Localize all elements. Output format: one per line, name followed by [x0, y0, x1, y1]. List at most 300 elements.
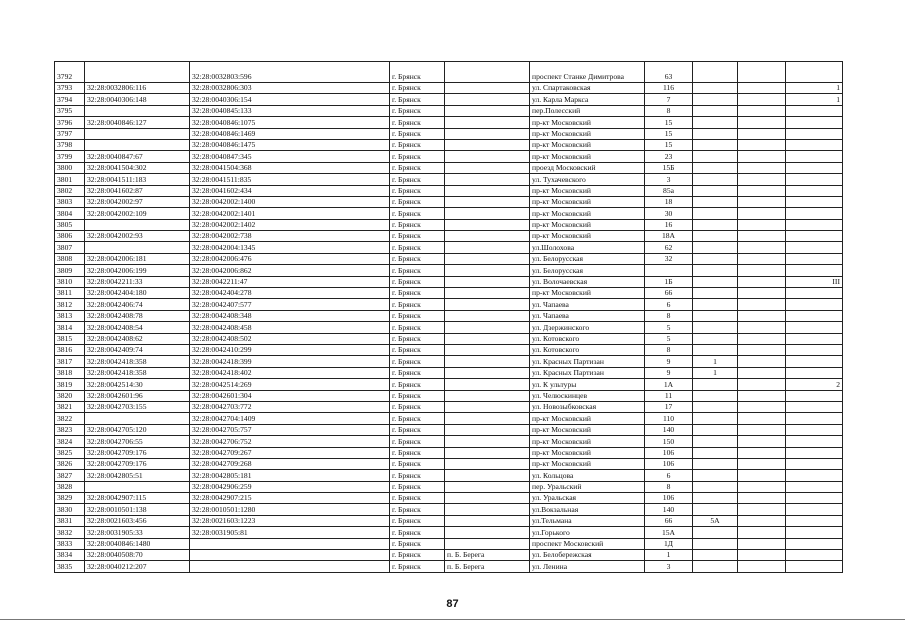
table-row [55, 390, 843, 401]
city-cell: г. Брянск [390, 527, 445, 538]
building-cadastral-number-cell: 32:28:0042706:752 [190, 436, 390, 447]
table-row [55, 344, 843, 355]
count-cell [786, 185, 843, 196]
locality-cell [445, 390, 530, 401]
table-row [55, 310, 843, 321]
extra-cell [738, 128, 786, 139]
house-number-cell: 1А [645, 379, 693, 390]
building-number-cell [693, 436, 738, 447]
table-row [55, 242, 843, 253]
table-row [55, 62, 843, 83]
table-row [55, 276, 843, 287]
street-cell: пр-кт Московский [530, 458, 645, 469]
building-cadastral-number-cell: 32:28:0042006:476 [190, 253, 390, 264]
city-cell: г. Брянск [390, 561, 445, 572]
building-number-cell [693, 299, 738, 310]
row-number-cell: 3793 [55, 83, 85, 94]
row-number-cell: 3806 [55, 231, 85, 242]
extra-cell [738, 196, 786, 207]
building-number-cell: 1 [693, 367, 738, 378]
row-number-cell: 3792 [55, 62, 85, 83]
registry-table [54, 61, 843, 573]
row-number-cell: 3819 [55, 379, 85, 390]
building-number-cell [693, 481, 738, 492]
house-number-cell: 15 [645, 139, 693, 150]
row-number-cell: 3794 [55, 94, 85, 105]
row-number-cell: 3810 [55, 276, 85, 287]
table-row [55, 515, 843, 526]
building-cadastral-number-cell [190, 538, 390, 549]
building-number-cell [693, 493, 738, 504]
parcel-cadastral-number-cell: 32:28:0041504:302 [85, 162, 190, 173]
building-number-cell [693, 62, 738, 83]
row-number-cell: 3823 [55, 424, 85, 435]
city-cell: г. Брянск [390, 379, 445, 390]
count-cell [786, 231, 843, 242]
table-row [55, 527, 843, 538]
table-row [55, 299, 843, 310]
building-cadastral-number-cell: 32:28:0042407:577 [190, 299, 390, 310]
building-cadastral-number-cell [190, 550, 390, 561]
building-cadastral-number-cell: 32:28:0032803:596 [190, 62, 390, 83]
building-number-cell: 5А [693, 515, 738, 526]
extra-cell [738, 367, 786, 378]
building-number-cell [693, 288, 738, 299]
parcel-cadastral-number-cell: 32:28:0042002:97 [85, 196, 190, 207]
building-number-cell [693, 128, 738, 139]
building-number-cell [693, 344, 738, 355]
house-number-cell: 1Б [645, 276, 693, 287]
house-number-cell: 140 [645, 424, 693, 435]
extra-cell [738, 527, 786, 538]
registry-rows [55, 62, 843, 573]
building-cadastral-number-cell: 32:28:0042906:259 [190, 481, 390, 492]
parcel-cadastral-number-cell: 32:28:0042409:74 [85, 344, 190, 355]
count-cell: 1 [786, 83, 843, 94]
parcel-cadastral-number-cell: 32:28:0042805:51 [85, 470, 190, 481]
building-cadastral-number-cell: 32:28:0042004:1345 [190, 242, 390, 253]
row-number-cell: 3799 [55, 151, 85, 162]
row-number-cell: 3812 [55, 299, 85, 310]
city-cell: г. Брянск [390, 344, 445, 355]
building-cadastral-number-cell: 32:28:0041602:434 [190, 185, 390, 196]
parcel-cadastral-number-cell: 32:28:0041602:87 [85, 185, 190, 196]
locality-cell [445, 458, 530, 469]
city-cell: г. Брянск [390, 413, 445, 424]
row-number-cell: 3800 [55, 162, 85, 173]
extra-cell [738, 174, 786, 185]
building-number-cell [693, 196, 738, 207]
building-cadastral-number-cell: 32:28:0042211:47 [190, 276, 390, 287]
table-row [55, 436, 843, 447]
table-row [55, 379, 843, 390]
parcel-cadastral-number-cell: 32:28:0040847:67 [85, 151, 190, 162]
house-number-cell: 8 [645, 310, 693, 321]
street-cell: пр-кт Московский [530, 196, 645, 207]
parcel-cadastral-number-cell: 32:28:0042709:176 [85, 458, 190, 469]
row-number-cell: 3816 [55, 344, 85, 355]
table-row [55, 550, 843, 561]
table-row [55, 139, 843, 150]
row-number-cell: 3811 [55, 288, 85, 299]
building-number-cell [693, 151, 738, 162]
locality-cell [445, 117, 530, 128]
row-number-cell: 3798 [55, 139, 85, 150]
extra-cell [738, 219, 786, 230]
street-cell: ул.Тельмана [530, 515, 645, 526]
street-cell: пр-кт Московский [530, 128, 645, 139]
house-number-cell: 6 [645, 470, 693, 481]
extra-cell [738, 333, 786, 344]
table-row [55, 117, 843, 128]
locality-cell [445, 538, 530, 549]
row-number-cell: 3835 [55, 561, 85, 572]
city-cell: г. Брянск [390, 367, 445, 378]
table-row [55, 265, 843, 276]
table-row [55, 367, 843, 378]
row-number-cell: 3803 [55, 196, 85, 207]
extra-cell [738, 390, 786, 401]
extra-cell [738, 379, 786, 390]
locality-cell [445, 356, 530, 367]
parcel-cadastral-number-cell: 32:28:0040306:148 [85, 94, 190, 105]
city-cell: г. Брянск [390, 253, 445, 264]
city-cell: г. Брянск [390, 174, 445, 185]
extra-cell [738, 413, 786, 424]
row-number-cell: 3801 [55, 174, 85, 185]
city-cell: г. Брянск [390, 128, 445, 139]
building-number-cell [693, 310, 738, 321]
building-cadastral-number-cell: 32:28:0042002:1402 [190, 219, 390, 230]
extra-cell [738, 447, 786, 458]
parcel-cadastral-number-cell: 32:28:0042002:109 [85, 208, 190, 219]
street-cell: пр-кт Московский [530, 151, 645, 162]
row-number-cell: 3818 [55, 367, 85, 378]
row-number-cell: 3827 [55, 470, 85, 481]
table-row [55, 504, 843, 515]
building-cadastral-number-cell: 32:28:0040846:1469 [190, 128, 390, 139]
street-cell: пр-кт Московский [530, 413, 645, 424]
count-cell [786, 527, 843, 538]
building-cadastral-number-cell: 32:28:0021603:1223 [190, 515, 390, 526]
table-row [55, 208, 843, 219]
count-cell: 1 [786, 94, 843, 105]
table-row [55, 401, 843, 412]
row-number-cell: 3820 [55, 390, 85, 401]
row-number-cell: 3832 [55, 527, 85, 538]
table-row [55, 174, 843, 185]
count-cell [786, 174, 843, 185]
table-row [55, 356, 843, 367]
street-cell: пр-кт Московский [530, 139, 645, 150]
locality-cell [445, 288, 530, 299]
row-number-cell: 3795 [55, 105, 85, 116]
building-cadastral-number-cell: 32:28:0042907:215 [190, 493, 390, 504]
building-cadastral-number-cell: 32:28:0042703:772 [190, 401, 390, 412]
building-cadastral-number-cell: 32:28:0042404:278 [190, 288, 390, 299]
count-cell [786, 333, 843, 344]
building-cadastral-number-cell: 32:28:0040846:1475 [190, 139, 390, 150]
row-number-cell: 3797 [55, 128, 85, 139]
parcel-cadastral-number-cell: 32:28:0040846:127 [85, 117, 190, 128]
building-cadastral-number-cell: 32:28:0042002:738 [190, 231, 390, 242]
parcel-cadastral-number-cell: 32:28:0040846:1480 [85, 538, 190, 549]
count-cell [786, 424, 843, 435]
house-number-cell: 30 [645, 208, 693, 219]
city-cell: г. Брянск [390, 162, 445, 173]
table-row [55, 162, 843, 173]
table-row [55, 538, 843, 549]
extra-cell [738, 105, 786, 116]
building-number-cell [693, 117, 738, 128]
extra-cell [738, 276, 786, 287]
parcel-cadastral-number-cell: 32:28:0042418:358 [85, 356, 190, 367]
fold-line [0, 619, 905, 620]
house-number-cell: 5 [645, 333, 693, 344]
parcel-cadastral-number-cell: 32:28:0042514:30 [85, 379, 190, 390]
city-cell: г. Брянск [390, 83, 445, 94]
house-number-cell: 116 [645, 83, 693, 94]
city-cell: г. Брянск [390, 424, 445, 435]
count-cell [786, 196, 843, 207]
row-number-cell: 3804 [55, 208, 85, 219]
house-number-cell: 15 [645, 128, 693, 139]
city-cell: г. Брянск [390, 493, 445, 504]
building-number-cell [693, 162, 738, 173]
locality-cell [445, 344, 530, 355]
parcel-cadastral-number-cell [85, 105, 190, 116]
building-number-cell [693, 322, 738, 333]
house-number-cell: 106 [645, 493, 693, 504]
building-number-cell [693, 139, 738, 150]
building-number-cell [693, 174, 738, 185]
building-cadastral-number-cell: 32:28:0040846:1075 [190, 117, 390, 128]
row-number-cell: 3834 [55, 550, 85, 561]
count-cell [786, 401, 843, 412]
table-row [55, 322, 843, 333]
parcel-cadastral-number-cell: 32:28:0042703:155 [85, 401, 190, 412]
house-number-cell: 5 [645, 322, 693, 333]
city-cell: г. Брянск [390, 265, 445, 276]
street-cell: пр-кт Московский [530, 447, 645, 458]
table-row [55, 288, 843, 299]
locality-cell [445, 470, 530, 481]
street-cell: ул. Карла Маркса [530, 94, 645, 105]
count-cell [786, 219, 843, 230]
city-cell: г. Брянск [390, 139, 445, 150]
parcel-cadastral-number-cell: 32:28:0042408:62 [85, 333, 190, 344]
building-number-cell [693, 219, 738, 230]
extra-cell [738, 538, 786, 549]
building-cadastral-number-cell: 32:28:0040306:154 [190, 94, 390, 105]
parcel-cadastral-number-cell: 32:28:0042418:358 [85, 367, 190, 378]
building-number-cell [693, 253, 738, 264]
city-cell: г. Брянск [390, 219, 445, 230]
parcel-cadastral-number-cell: 32:28:0042706:55 [85, 436, 190, 447]
row-number-cell: 3796 [55, 117, 85, 128]
building-number-cell [693, 424, 738, 435]
city-cell: г. Брянск [390, 515, 445, 526]
locality-cell [445, 310, 530, 321]
building-number-cell [693, 458, 738, 469]
house-number-cell: 66 [645, 288, 693, 299]
row-number-cell: 3830 [55, 504, 85, 515]
city-cell: г. Брянск [390, 310, 445, 321]
count-cell [786, 390, 843, 401]
city-cell: г. Брянск [390, 390, 445, 401]
building-number-cell [693, 413, 738, 424]
street-cell: проспект Московский [530, 538, 645, 549]
table-row [55, 151, 843, 162]
count-cell [786, 493, 843, 504]
count-cell: III [786, 276, 843, 287]
table-row [55, 424, 843, 435]
extra-cell [738, 139, 786, 150]
table-row [55, 481, 843, 492]
house-number-cell: 32 [645, 253, 693, 264]
house-number-cell: 11 [645, 390, 693, 401]
parcel-cadastral-number-cell [85, 413, 190, 424]
street-cell: ул. Белобережская [530, 550, 645, 561]
extra-cell [738, 151, 786, 162]
extra-cell [738, 83, 786, 94]
street-cell: ул. Спартаковская [530, 83, 645, 94]
count-cell [786, 265, 843, 276]
count-cell [786, 117, 843, 128]
table-row [55, 231, 843, 242]
locality-cell [445, 379, 530, 390]
row-number-cell: 3833 [55, 538, 85, 549]
locality-cell [445, 276, 530, 287]
parcel-cadastral-number-cell: 32:28:0042408:54 [85, 322, 190, 333]
extra-cell [738, 253, 786, 264]
parcel-cadastral-number-cell [85, 219, 190, 230]
building-number-cell [693, 105, 738, 116]
city-cell: г. Брянск [390, 401, 445, 412]
count-cell [786, 162, 843, 173]
locality-cell [445, 219, 530, 230]
city-cell: г. Брянск [390, 196, 445, 207]
table-row [55, 185, 843, 196]
street-cell: пр-кт Московский [530, 288, 645, 299]
parcel-cadastral-number-cell: 32:28:0042006:181 [85, 253, 190, 264]
extra-cell [738, 458, 786, 469]
row-number-cell: 3828 [55, 481, 85, 492]
row-number-cell: 3824 [55, 436, 85, 447]
street-cell: ул. Котовского [530, 333, 645, 344]
house-number-cell: 17 [645, 401, 693, 412]
table-row [55, 458, 843, 469]
locality-cell [445, 401, 530, 412]
count-cell [786, 538, 843, 549]
building-number-cell [693, 550, 738, 561]
locality-cell [445, 231, 530, 242]
table-row [55, 128, 843, 139]
table-row [55, 219, 843, 230]
locality-cell: п. Б. Берега [445, 561, 530, 572]
extra-cell [738, 265, 786, 276]
city-cell: г. Брянск [390, 231, 445, 242]
building-cadastral-number-cell: 32:28:0041511:835 [190, 174, 390, 185]
building-cadastral-number-cell: 32:28:0042006:862 [190, 265, 390, 276]
building-cadastral-number-cell: 32:28:0041504:368 [190, 162, 390, 173]
count-cell [786, 128, 843, 139]
row-number-cell: 3826 [55, 458, 85, 469]
page-number: 87 [446, 598, 459, 610]
house-number-cell: 18А [645, 231, 693, 242]
street-cell: ул. Белорусская [530, 253, 645, 264]
street-cell: пр-кт Московский [530, 231, 645, 242]
row-number-cell: 3831 [55, 515, 85, 526]
building-cadastral-number-cell: 32:28:0042002:1401 [190, 208, 390, 219]
building-cadastral-number-cell [190, 561, 390, 572]
count-cell [786, 504, 843, 515]
table-row [55, 253, 843, 264]
street-cell: ул. Чапаева [530, 310, 645, 321]
building-number-cell [693, 561, 738, 572]
house-number-cell: 106 [645, 458, 693, 469]
street-cell: ул.Горького [530, 527, 645, 538]
extra-cell [738, 185, 786, 196]
extra-cell [738, 436, 786, 447]
extra-cell [738, 322, 786, 333]
parcel-cadastral-number-cell [85, 128, 190, 139]
count-cell [786, 436, 843, 447]
parcel-cadastral-number-cell: 32:28:0032806:116 [85, 83, 190, 94]
count-cell [786, 561, 843, 572]
street-cell: ул. Красных Партизан [530, 356, 645, 367]
row-number-cell: 3805 [55, 219, 85, 230]
street-cell: ул. Тухачевского [530, 174, 645, 185]
locality-cell [445, 208, 530, 219]
parcel-cadastral-number-cell: 32:28:0042408:78 [85, 310, 190, 321]
parcel-cadastral-number-cell: 32:28:0042601:96 [85, 390, 190, 401]
locality-cell [445, 94, 530, 105]
locality-cell [445, 504, 530, 515]
count-cell [786, 322, 843, 333]
count-cell [786, 139, 843, 150]
locality-cell [445, 62, 530, 83]
building-number-cell [693, 470, 738, 481]
table-row [55, 83, 843, 94]
building-cadastral-number-cell: 32:28:0031905:81 [190, 527, 390, 538]
extra-cell [738, 550, 786, 561]
extra-cell [738, 515, 786, 526]
building-cadastral-number-cell: 32:28:0010501:1280 [190, 504, 390, 515]
street-cell: ул.Шолохова [530, 242, 645, 253]
city-cell: г. Брянск [390, 504, 445, 515]
table-row [55, 105, 843, 116]
row-number-cell: 3821 [55, 401, 85, 412]
locality-cell [445, 139, 530, 150]
city-cell: г. Брянск [390, 470, 445, 481]
city-cell: г. Брянск [390, 151, 445, 162]
house-number-cell: 66 [645, 515, 693, 526]
locality-cell [445, 151, 530, 162]
house-number-cell: 6 [645, 299, 693, 310]
city-cell: г. Брянск [390, 356, 445, 367]
building-cadastral-number-cell: 32:28:0042408:502 [190, 333, 390, 344]
extra-cell [738, 288, 786, 299]
extra-cell [738, 208, 786, 219]
parcel-cadastral-number-cell: 32:28:0021603:456 [85, 515, 190, 526]
house-number-cell: 140 [645, 504, 693, 515]
city-cell: г. Брянск [390, 185, 445, 196]
extra-cell [738, 561, 786, 572]
row-number-cell: 3829 [55, 493, 85, 504]
building-number-cell [693, 333, 738, 344]
building-number-cell [693, 379, 738, 390]
